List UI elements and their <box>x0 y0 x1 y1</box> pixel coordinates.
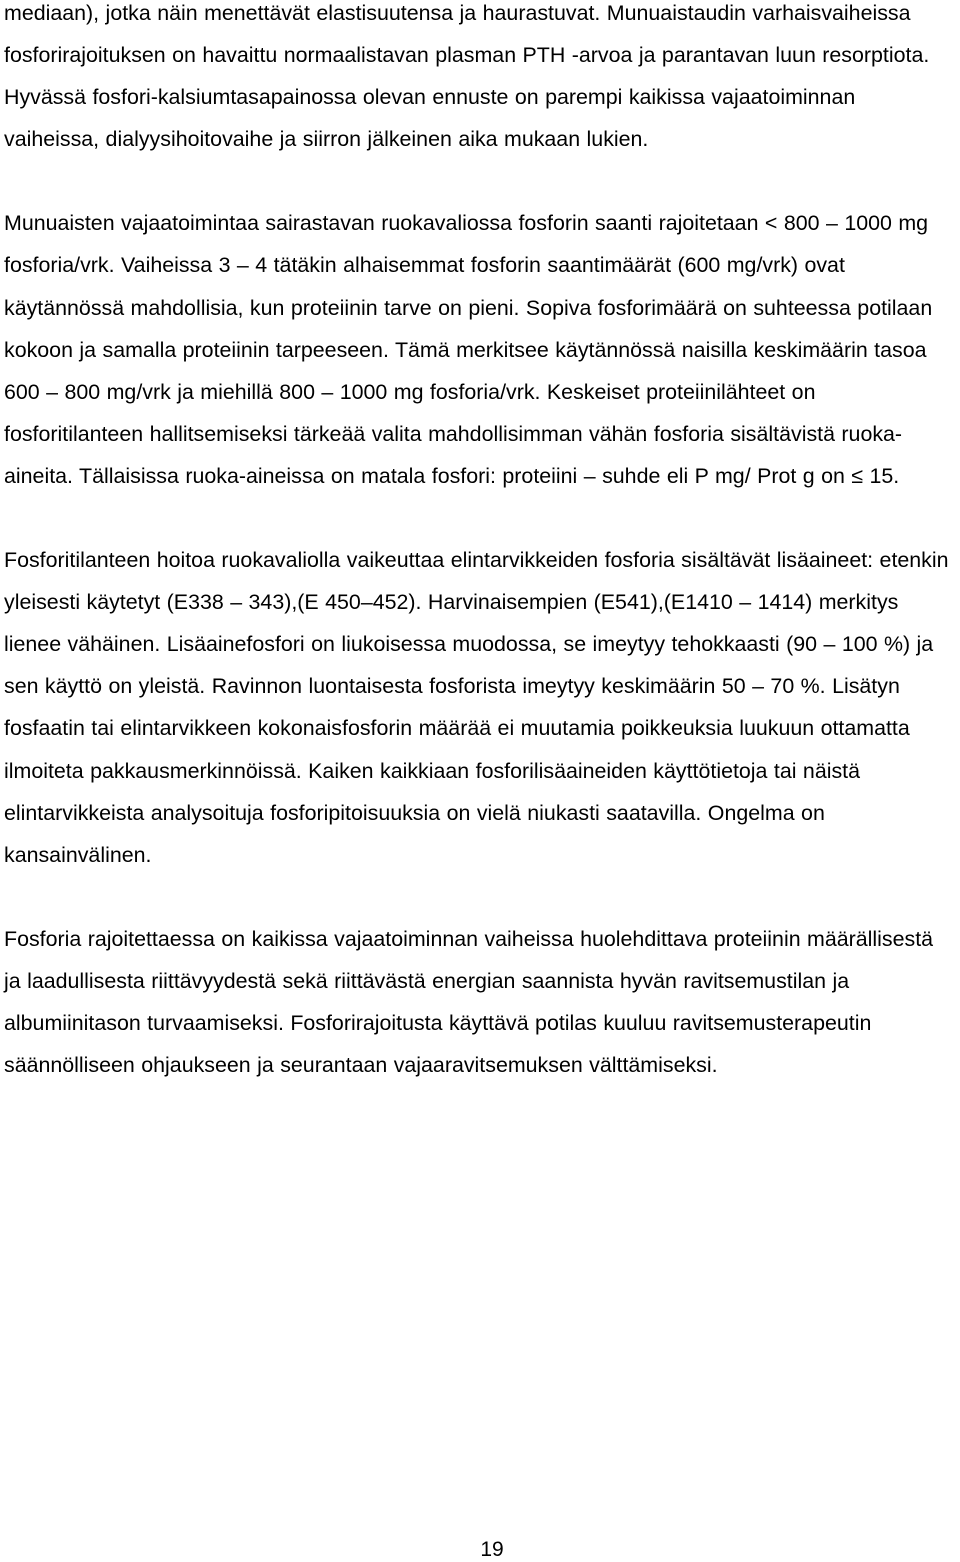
paragraph-phosphorus-intake-limits: Munuaisten vajaatoimintaa sairastavan ruokavaliossa fosforin saanti rajoitetaan < 800 – 1000 mg fosforia/vrk. Vaiheissa 3 – 4 tätäkin alhaisemmat fosforin saantimäärät (600 mg/vrk) ovat käytännössä mahdollisia, kun proteiinin tarve on pieni. Sopiva fosforimäärä on suhteessa potilaan kokoon ja samalla proteiinin tarpeeseen. Tämä merkitsee käytännössä naisilla keskimäärin tasoa 600 – 800 mg/vrk ja miehillä 800 – 1000 mg fosforia/vrk. Keskeiset proteiinilähteet on fosforitilanteen hallitsemiseksi tärkeää valita mahdollisimman vähän fosforia sisältävistä ruoka-aineita. Tällaisissa ruoka-aineissa on matala fosfori: proteiini – suhde eli P mg/ Prot g on ≤ 15. <box>4 211 933 488</box>
document-body <box>4 0 956 1086</box>
paragraph-phosphate-additives: Fosforitilanteen hoitoa ruokavaliolla vaikeuttaa elintarvikkeiden fosforia sisältävät lisäaineet: etenkin yleisesti käytetyt (E338 – 343),(E 450–452). Harvinaisempien (E541),(E1410 – 1414) merkitys lienee vähäinen. Lisäainefosfori on liukoisessa muodossa, se imeytyy tehokkaasti (90 – 100 %) ja sen käyttö on yleistä. Ravinnon luontaisesta fosforista imeytyy keskimäärin 50 – 70 %. Lisätyn fosfaatin tai elintarvikkeen kokonaisfosforin määrää ei muutamia poikkeuksia luukuun ottamatta ilmoiteta pakkausmerkinnöissä. Kaiken kaikkiaan fosforilisäaineiden käyttötietoja tai näistä elintarvikkeista analysoituja fosforipitoisuuksia on vielä niukasti saatavilla. Ongelma on kansainvälinen. <box>4 548 949 867</box>
paragraph-protein-adequacy: Fosforia rajoitettaessa on kaikissa vajaatoiminnan vaiheissa huolehdittava proteiinin määrällisestä ja laadullisesta riittävyydestä sekä riittävästä energian saannista hyvän ravitsemustilan ja albumiinitason turvaamiseksi. Fosforirajoitusta käyttävä potilas kuuluu ravitsemusterapeutin säännölliseen ohjaukseen ja seurantaan vajaaravitsemuksen välttämiseksi. <box>4 926 934 1078</box>
paragraph-phosphate-bone-prognosis: mediaan), jotka näin menettävät elastisuutensa ja haurastuvat. Munuaistaudin varhaisvaiheissa fosforirajoituksen on havaittu normaalistavan plasman PTH -arvoa ja parantavan luun resorptiota. Hyvässä fosfori-kalsiumtasapainossa olevan ennuste on parempi kaikissa vajaatoiminnan vaiheissa, dialyysihoitovaihe ja siirron jälkeinen aika mukaan lukien. <box>4 1 930 152</box>
page-number: 19 <box>480 1538 504 1561</box>
